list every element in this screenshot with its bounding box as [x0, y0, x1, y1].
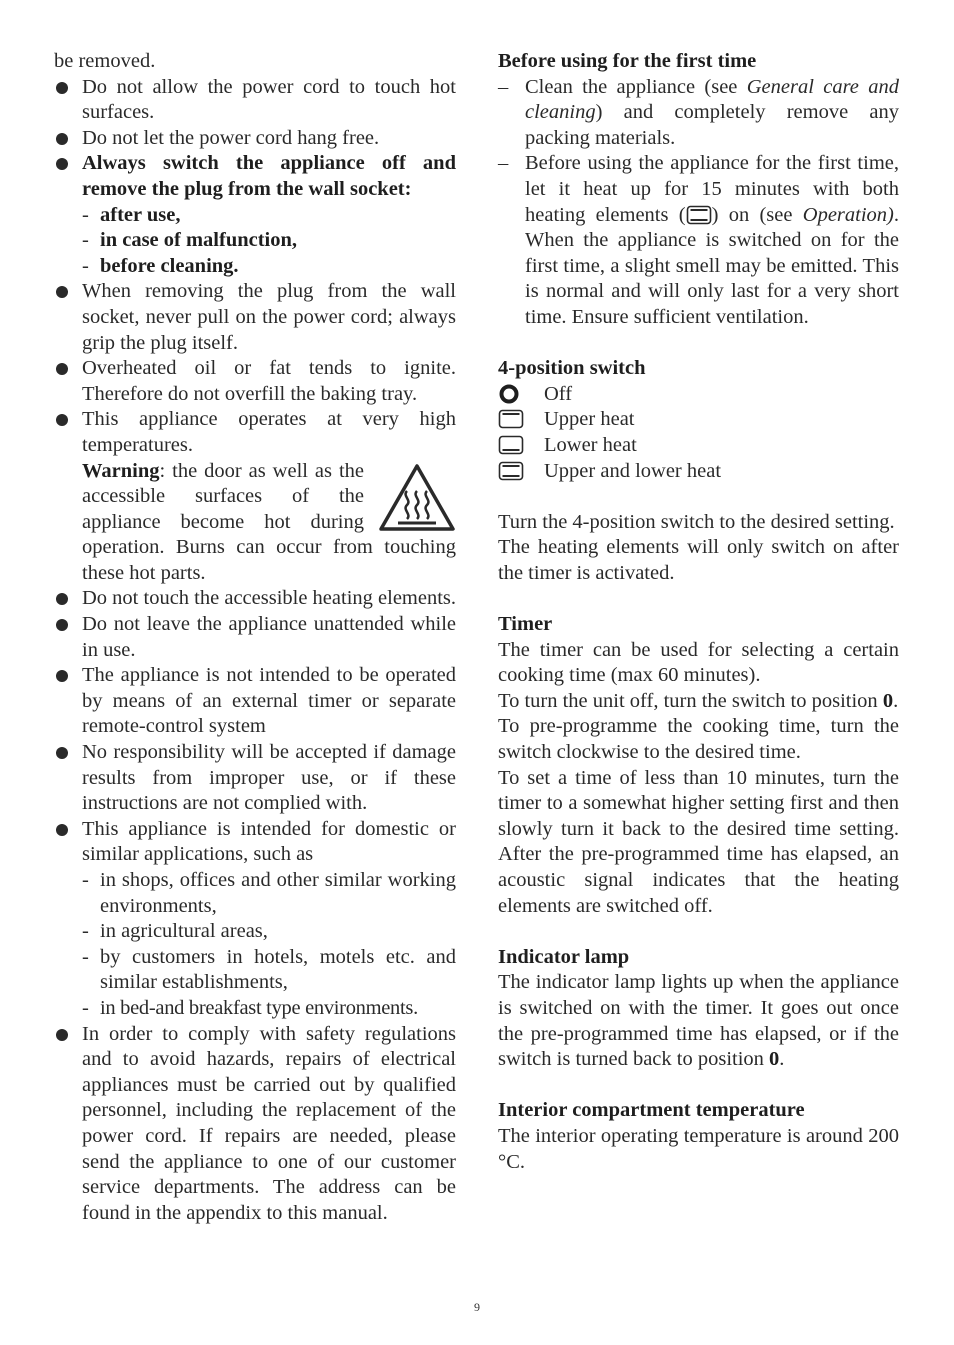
paragraph: Turn the 4-position switch to the desired setting.	[498, 510, 895, 533]
warning-block	[54, 459, 456, 587]
switch-option-lower	[498, 433, 899, 459]
paragraph: To set a time of less than 10 minutes, turn the timer to a somewhat higher setting first and then slowly turn it back to the desired time setting. After the pre-programmed time has elapsed, an acoustic signal indicates that the heating elements are switched off.	[498, 766, 899, 917]
sub-item-text: by customers in hotels, motels etc. and similar establishments,	[100, 945, 456, 994]
switch-option-label: Off	[544, 382, 573, 405]
paragraph-text: To turn the unit off, turn the switch to position	[498, 689, 883, 712]
paragraph	[498, 970, 899, 1072]
sub-item: - after use,	[82, 203, 181, 226]
list-item-text: Before using the appliance for the first time, let it heat up for 15 minutes with both heating elements (	[525, 152, 899, 226]
bullet	[56, 1029, 68, 1041]
sub-item: - by customers in hotels, motels etc. and similar establishments,	[82, 945, 456, 994]
bullet	[56, 619, 68, 631]
section-heading-timer: Timer	[498, 613, 553, 636]
intro-text: be removed.	[54, 50, 156, 72]
paragraph-text: .	[893, 689, 899, 712]
switch-option-label: Upper heat	[544, 408, 635, 431]
list-item	[54, 1022, 456, 1227]
bullet	[56, 747, 68, 759]
bullet	[56, 286, 68, 298]
paragraph-text: .	[779, 1048, 785, 1071]
switch-option-upper	[498, 407, 899, 433]
bullet	[56, 363, 68, 375]
lower-heat-icon	[498, 435, 524, 455]
list-item	[54, 586, 456, 612]
upper-lower-heat-icon	[498, 461, 524, 481]
off-circle-icon	[498, 384, 520, 406]
bullet	[56, 670, 68, 682]
list-item: – Before using the appliance for the first time, let it heat up for 15 minutes with both heating elements ( ) on (see Operation). When the appliance is switched on for the first time, a slight smell may be emitted. This is normal and will only last for a very short time. Ensure sufficient ventilation.	[498, 152, 899, 328]
paragraph-text: The indicator lamp lights up when the appliance is switched on with the timer. It goes out once the pre-programmed time has elapsed, or if the switch is turned back to position	[498, 971, 899, 1071]
list-item-text: In order to comply with safety regulations and to avoid hazards, repairs of electrical appliances must be carried out by qualified personnel, including the replacement of the power cord. If repairs are needed, please send the appliance to one of our customer service departments. The address can be found in the appendix to this manual.	[82, 1022, 456, 1224]
paragraph: The timer can be used for selecting a certain cooking time (max 60 minutes).	[498, 638, 899, 687]
list-item	[54, 151, 456, 202]
list-item-text: This appliance operates at very high temperatures.	[82, 408, 456, 456]
list-item	[54, 407, 456, 458]
cross-reference: General care and cleaning	[525, 75, 899, 124]
sub-item: - in agricultural areas,	[82, 920, 268, 943]
list-item-text: Do not touch the accessible heating elements.	[82, 587, 457, 610]
warning-text: : the door as well as the accessible surfaces of the appliance become hot during operation. Burns can occur from touching these hot parts.	[82, 459, 456, 584]
list-item	[54, 612, 456, 663]
list-item-text: No responsibility will be accepted if damage results from improper use, or if these instructions are not complied with.	[82, 741, 456, 815]
switch-option-label: Lower heat	[544, 433, 637, 456]
warning-label: Warning	[82, 459, 160, 482]
sub-item-text: in agricultural areas,	[100, 920, 268, 943]
sub-item: - in shops, offices and other similar working environments,	[82, 869, 456, 917]
list-item-text: Do not leave the appliance unattended while in use.	[82, 613, 456, 661]
list-item	[54, 663, 456, 740]
section-heading-first-use: Before using for the first time	[498, 50, 757, 72]
page-number: 9	[474, 1300, 480, 1314]
list-item-text: ) on (see	[711, 203, 803, 226]
bullet	[56, 158, 68, 170]
bullet	[56, 824, 68, 836]
list-item	[54, 126, 456, 152]
section-heading-temperature: Interior compartment temperature	[498, 1099, 805, 1122]
list-item-text: The appliance is not intended to be operated by means of an external timer or separate remote-control system	[82, 664, 456, 738]
position-value: 0	[882, 689, 894, 712]
paragraph: The heating elements will only switch on after the timer is activated.	[498, 536, 899, 584]
position-value: 0	[769, 1048, 780, 1071]
section-heading-switch: 4-position switch	[498, 357, 646, 380]
list-item-text: Always switch the appliance off and remove the plug from the wall socket:	[82, 152, 456, 200]
hot-surface-warning-icon	[378, 463, 456, 533]
section-heading-lamp: Indicator lamp	[498, 945, 630, 968]
sub-item-text: in shops, offices and other similar working environments,	[100, 869, 456, 917]
sub-item: - in case of malfunction,	[82, 229, 298, 252]
list-item-text: When removing the plug from the wall socket, never pull on the power cord; always grip the plug itself.	[82, 280, 456, 354]
list-item-text: . When the appliance is switched on for the first time, a slight smell may be emitted. This is normal and will only last for a very short time. Ensure sufficient ventilation.	[525, 203, 899, 328]
upper-heat-icon	[498, 409, 524, 429]
switch-option-off	[498, 382, 899, 408]
list-item: – Clean the appliance (see General care and cleaning) and completely remove any packing materials.	[498, 75, 899, 149]
bullet	[56, 414, 68, 426]
list-item-text: Do not let the power cord hang free.	[82, 126, 380, 149]
list-item	[54, 740, 456, 817]
switch-option-label: Upper and lower heat	[544, 459, 722, 482]
sub-item-text: after use,	[100, 203, 181, 226]
list-item-text: ) and completely remove any packing materials.	[525, 101, 899, 149]
bullet	[56, 133, 68, 145]
list-item	[54, 817, 456, 868]
bullet	[56, 82, 68, 94]
list-item-text: This appliance is intended for domestic or similar applications, such as	[82, 817, 456, 866]
sub-item: - in bed-and breakfast type environments.	[82, 996, 418, 1019]
bullet	[56, 593, 68, 605]
sub-item: - before cleaning.	[82, 254, 239, 277]
switch-option-both	[498, 459, 899, 485]
paragraph: The interior operating temperature is around 200 °C.	[498, 1124, 899, 1173]
list-item	[54, 356, 456, 407]
sub-item-text: in case of malfunction,	[100, 229, 298, 252]
left-column	[54, 49, 456, 1226]
list-item-text: Do not allow the power cord to touch hot surfaces.	[82, 75, 456, 124]
cross-reference: Operation)	[802, 203, 894, 226]
list-item	[54, 279, 456, 356]
right-column	[498, 49, 899, 1175]
paragraph: To pre-programme the cooking time, turn the switch clockwise to the desired time.	[498, 715, 899, 764]
paragraph	[498, 689, 899, 715]
list-item	[54, 75, 456, 126]
upper-lower-heat-icon	[686, 205, 712, 225]
sub-item-text: in bed-and breakfast type environments.	[100, 996, 418, 1019]
list-item-text: Clean the appliance (see	[525, 75, 747, 98]
sub-item-text: before cleaning.	[100, 254, 239, 277]
list-item-text: Overheated oil or fat tends to ignite. Therefore do not overfill the baking tray.	[82, 357, 456, 405]
